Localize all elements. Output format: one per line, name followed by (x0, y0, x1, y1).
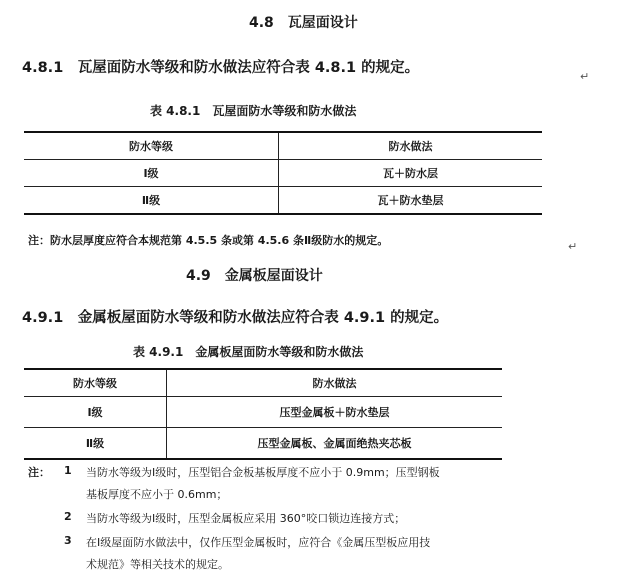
return-mark: ↵ (580, 70, 590, 83)
table-cell: 瓦＋防水垫层 (279, 187, 543, 215)
section-title-4-8: 4.8 瓦屋面设计 (249, 15, 358, 31)
table-row (24, 160, 542, 187)
table-header-cell: 防水等级 (24, 132, 279, 160)
table-4-8-1 (24, 131, 542, 215)
return-mark: ↵ (568, 240, 578, 253)
table-header-cell: 防水做法 (279, 132, 543, 160)
clause-4-9-1: 4.9.1 金属板屋面防水等级和防水做法应符合表 4.9.1 的规定。 (22, 310, 449, 326)
table-cell: Ⅱ级 (24, 187, 279, 215)
table-caption-4-9-1: 表 4.9.1 金属板屋面防水等级和防水做法 (133, 345, 364, 359)
table-row (24, 428, 502, 460)
table-cell: Ⅰ级 (24, 397, 167, 428)
clause-4-8-1: 4.8.1 瓦屋面防水等级和防水做法应符合表 4.8.1 的规定。 (22, 60, 420, 76)
section-title-4-9: 4.9 金属板屋面设计 (186, 268, 323, 284)
note-text: 在Ⅰ级屋面防水做法中，仅作压型金属板时，应符合《金属压型板应用技 (86, 536, 431, 549)
notes-prefix: 注： (28, 466, 50, 479)
table-4-9-1 (24, 368, 502, 460)
table-header-cell: 防水等级 (24, 369, 167, 397)
table-cell: 压型金属板＋防水垫层 (167, 397, 503, 428)
note-text: 术规范》等相关技术的规定。 (86, 558, 229, 571)
note-number: 1 (64, 464, 72, 477)
note-text: 当防水等级为Ⅰ级时，压型铝合金板基板厚度不应小于 0.9mm；压型钢板 (86, 466, 440, 479)
note-number: 3 (64, 534, 72, 547)
table-row (24, 187, 542, 215)
note-text: 基板厚度不应小于 0.6mm； (86, 488, 228, 501)
note-text: 当防水等级为Ⅰ级时，压型金属板应采用 360°咬口锁边连接方式； (86, 512, 406, 525)
table-caption-4-8-1: 表 4.8.1 瓦屋面防水等级和防水做法 (150, 104, 357, 118)
note-number: 2 (64, 510, 72, 523)
table-cell: Ⅰ级 (24, 160, 279, 187)
table-header-cell: 防水做法 (167, 369, 503, 397)
table-cell: 瓦＋防水层 (279, 160, 543, 187)
table-cell: 压型金属板、金属面绝热夹芯板 (167, 428, 503, 460)
table-header-row (24, 132, 542, 160)
table-cell: Ⅱ级 (24, 428, 167, 460)
table-header-row (24, 369, 502, 397)
table-row (24, 397, 502, 428)
table-note-4-8-1: 注：防水层厚度应符合本规范第 4.5.5 条或第 4.5.6 条Ⅱ级防水的规定。 (28, 234, 389, 247)
